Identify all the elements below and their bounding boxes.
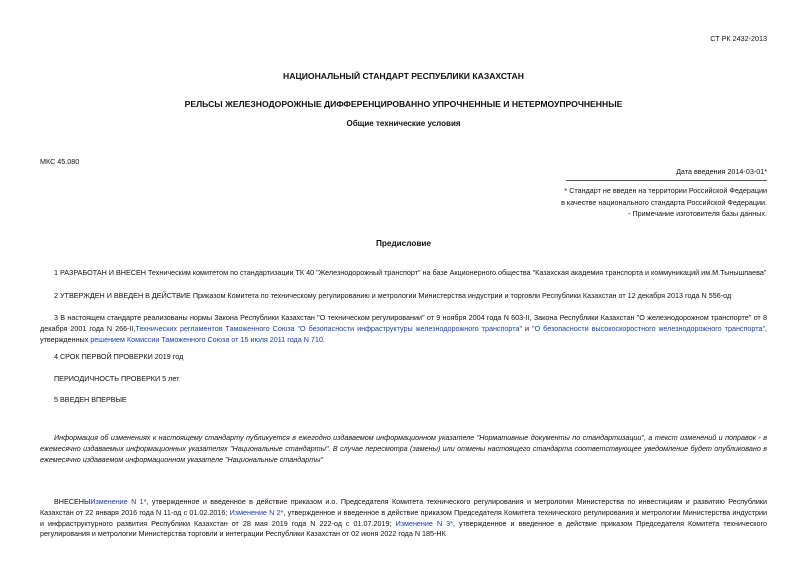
customs-union-decision-link[interactable]: решением Комиссии Таможенного Союза от 15 июля 2011 года N 710 xyxy=(90,334,323,344)
preface-item-6: 5 ВВЕДЕН ВПЕРВЫЕ xyxy=(54,395,127,404)
preface-item-3-text: 3 В настоящем стандарте реализованы нормы Закона Республики Казахстан "О техническом регулировании" от 9 ноября 2004 года N 603-II, Закона Республики Казахстан "О железнодорожном транспорте" от 8 декабря 2001 года N 266-II, xyxy=(40,313,767,333)
changes-info-note: Информация об изменениях к настоящему стандарту публикуется в ежегодно издаваемом информационном указателе "Нормативные документы по стандартизации", а текст изменений и поправок - в ежемесячно издаваемых информационных указателях "Национальные стандарты". В случае пересмотра (замены) или отмены настоящего стандарта соответствующее уведомление будет опубликовано в ежемесячно издаваемом информационном указателе "Национальные стандарты" xyxy=(40,433,767,464)
mks-code: МКС 45.080 xyxy=(40,157,80,166)
amendment-3-text: , утвержденное и введенное в действие приказом Председателя Комитета технического регулирования и метрологии Министерства торговли и интеграции Республики Казахстан от 02 июня 2022 года N 185-НК xyxy=(40,518,767,539)
document-title: РЕЛЬСЫ ЖЕЛЕЗНОДОРОЖНЫЕ ДИФФЕРЕНЦИРОВАННО УПРОЧНЕННЫЕ И НЕТЕРМОУПРОЧНЕННЫЕ xyxy=(184,99,623,109)
amendment-2-text: , утвержденное и введенное в действие приказом Председателя Комитета технического регулирования и метрологии Министерства индустрии и инфраструктурного развития Республики Казахстан от 28 мая 2019 года N 222-од с 01.07.2019; xyxy=(40,507,768,528)
footnote-line: в качестве национального стандарта Российской Федерации. xyxy=(561,197,767,207)
footnote-line: * Стандарт не введен на территории Российской Федерации xyxy=(564,186,767,195)
preface-item-5: ПЕРИОДИЧНОСТЬ ПРОВЕРКИ 5 лет xyxy=(54,374,180,383)
preface-item-1: 1 РАЗРАБОТАН И ВНЕСЕН Техническим комитетом по стандартизации ТК 40 "Железнодорожный транспорт" на базе Акционерного общества "Казахская академия транспорта и коммуникаций им.М.Тынышпаева" xyxy=(54,268,767,277)
preface-heading: Предисловие xyxy=(376,239,431,248)
amendments-lead: ВНЕСЕНЫ xyxy=(54,497,91,506)
amendment-3-link[interactable]: Изменение N 3* xyxy=(395,518,453,528)
footnote-line: - Примечание изготовителя базы данных. xyxy=(628,209,767,219)
preface-item-3-text: , утвержденных xyxy=(40,323,767,344)
amendment-2-link[interactable]: Изменение N 2* xyxy=(229,507,284,517)
amendment-1-link[interactable]: Изменение N 1* xyxy=(90,497,147,506)
preface-item-3-text: и xyxy=(522,323,533,333)
amendment-1-text: , утвержденное и введенное в действие приказом и.о. Председателя Комитета технического регулирования и метрологии Министерства по инвестициям и развитию Республики Казахстан от 22 января 2016 года N 11-од с 01.02.2016; xyxy=(40,497,768,517)
footnote xyxy=(561,185,767,220)
preface-item-3-text: . xyxy=(322,334,325,344)
tr-ts-highspeed-link[interactable]: "О безопасности высокоскоростного железнодорожного транспорта" xyxy=(532,323,765,333)
tr-ts-infrastructure-link[interactable]: Технических регламентов Таможенного Союза "О безопасности инфраструктуры железнодорожного транспорта" xyxy=(135,323,523,333)
preface-item-3 xyxy=(40,313,767,345)
footnote-divider xyxy=(566,180,767,181)
document-subtitle: Общие технические условия xyxy=(346,119,461,128)
amendments-paragraph xyxy=(40,497,767,540)
preface-item-4: 4 СРОК ПЕРВОЙ ПРОВЕРКИ 2019 год xyxy=(54,352,184,361)
standard-title: НАЦИОНАЛЬНЫЙ СТАНДАРТ РЕСПУБЛИКИ КАЗАХСТАН xyxy=(283,71,524,81)
preface-item-2: 2 УТВЕРЖДЕН И ВВЕДЕН В ДЕЙСТВИЕ Приказом Комитета по техническому регулированию и метрологии Министерства индустрии и торговли Республики Казахстан от 12 декабря 2013 года N 556-од xyxy=(54,291,732,300)
intro-date: Дата введения 2014-03-01* xyxy=(676,167,767,176)
doc-code: СТ РК 2432-2013 xyxy=(710,34,767,43)
